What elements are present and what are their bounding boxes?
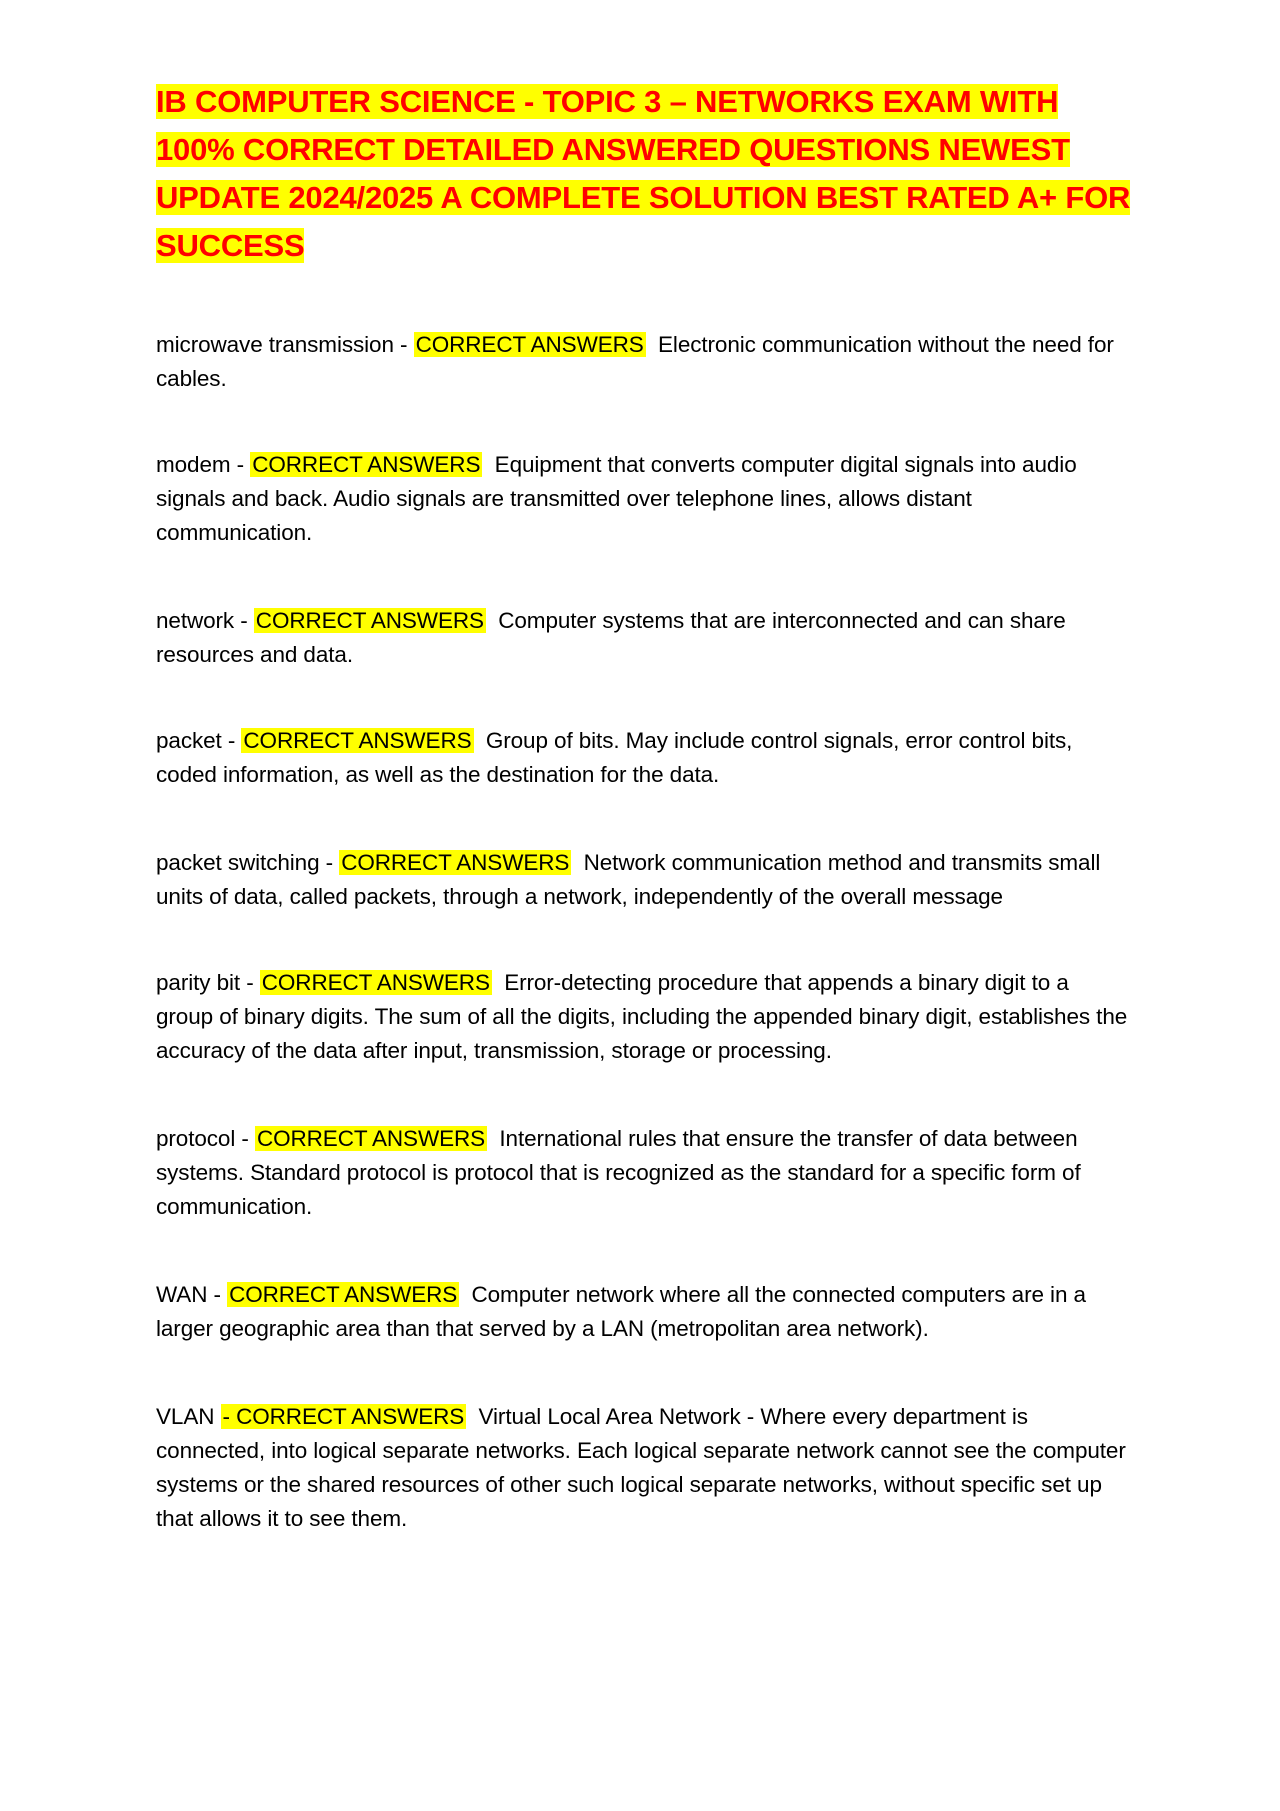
correct-answers-label: CORRECT ANSWERS	[243, 728, 472, 753]
qa-list	[156, 328, 1131, 1536]
qa-entry	[156, 448, 1131, 550]
qa-term: modem	[156, 452, 231, 477]
qa-separator: -	[234, 608, 254, 633]
qa-separator: -	[221, 728, 242, 753]
correct-answers-label: CORRECT ANSWERS	[256, 1126, 486, 1151]
qa-term: packet switching	[156, 850, 320, 875]
qa-separator: -	[230, 452, 251, 477]
correct-answers-label: CORRECT ANSWERS	[341, 850, 570, 875]
qa-definition: Computer systems that are interconnected and can share resources and data.	[156, 608, 1066, 667]
qa-definition: Virtual Local Area Network - Where every department is connected, into logical separate networks. Each logical separate network cannot see the computer systems or the shared resources of other such logical separate networks, without specific set up that allows it to see them.	[156, 1404, 1126, 1531]
qa-entry	[156, 1400, 1131, 1536]
document-title	[156, 78, 1131, 270]
correct-answers-label: CORRECT ANSWERS	[415, 332, 644, 357]
correct-answers-label: - CORRECT ANSWERS	[222, 1404, 465, 1429]
qa-entry	[156, 1122, 1131, 1224]
qa-definition: Equipment that converts computer digital signals into audio signals and back. Audio signals are transmitted over telephone lines, allows distant communication.	[156, 452, 1077, 545]
qa-definition: Computer network where all the connected computers are in a larger geographic area than that served by a LAN (metropolitan area network).	[156, 1282, 1086, 1341]
qa-entry	[156, 724, 1131, 792]
title-text: IB COMPUTER SCIENCE - TOPIC 3 – NETWORKS EXAM WITH 100% CORRECT DETAILED ANSWERED QUESTIONS NEWEST UPDATE 2024/2025 A COMPLETE SOLUTION BEST RATED A+ FOR SUCCESS	[156, 84, 1131, 263]
qa-separator: -	[240, 970, 260, 995]
correct-answers-label: CORRECT ANSWERS	[255, 608, 484, 633]
qa-term: packet	[156, 728, 222, 753]
qa-definition: Electronic communication without the need for cables.	[156, 332, 1114, 391]
document-page	[156, 78, 1131, 1536]
qa-separator: -	[319, 850, 340, 875]
qa-separator: -	[207, 1282, 228, 1307]
correct-answers-label: CORRECT ANSWERS	[229, 1282, 458, 1307]
qa-term: microwave transmission	[156, 332, 394, 357]
qa-definition: Network communication method and transmits small units of data, called packets, through a network, independently of the overall message	[156, 850, 1101, 909]
qa-separator	[214, 1404, 220, 1429]
qa-term: network	[156, 608, 235, 633]
qa-definition: International rules that ensure the transfer of data between systems. Standard protocol is protocol that is recognized as the standard for a specific form of communication.	[156, 1126, 1081, 1219]
qa-entry	[156, 328, 1131, 396]
qa-entry	[156, 846, 1131, 914]
qa-definition: Error-detecting procedure that appends a binary digit to a group of binary digits. The sum of all the digits, including the appended binary digit, establishes the accuracy of the data after input, transmission, storage or processing.	[156, 970, 1128, 1063]
qa-term: parity bit	[156, 970, 241, 995]
qa-entry	[156, 1278, 1131, 1346]
qa-entry	[156, 966, 1131, 1068]
qa-term: WAN	[156, 1282, 208, 1307]
qa-term: protocol	[156, 1126, 236, 1151]
qa-entry	[156, 604, 1131, 672]
qa-definition: Group of bits. May include control signals, error control bits, coded information, as well as the destination for the data.	[156, 728, 1073, 787]
correct-answers-label: CORRECT ANSWERS	[252, 452, 481, 477]
qa-separator: -	[235, 1126, 255, 1151]
qa-separator: -	[393, 332, 414, 357]
correct-answers-label: CORRECT ANSWERS	[261, 970, 490, 995]
qa-term: VLAN	[156, 1404, 215, 1429]
